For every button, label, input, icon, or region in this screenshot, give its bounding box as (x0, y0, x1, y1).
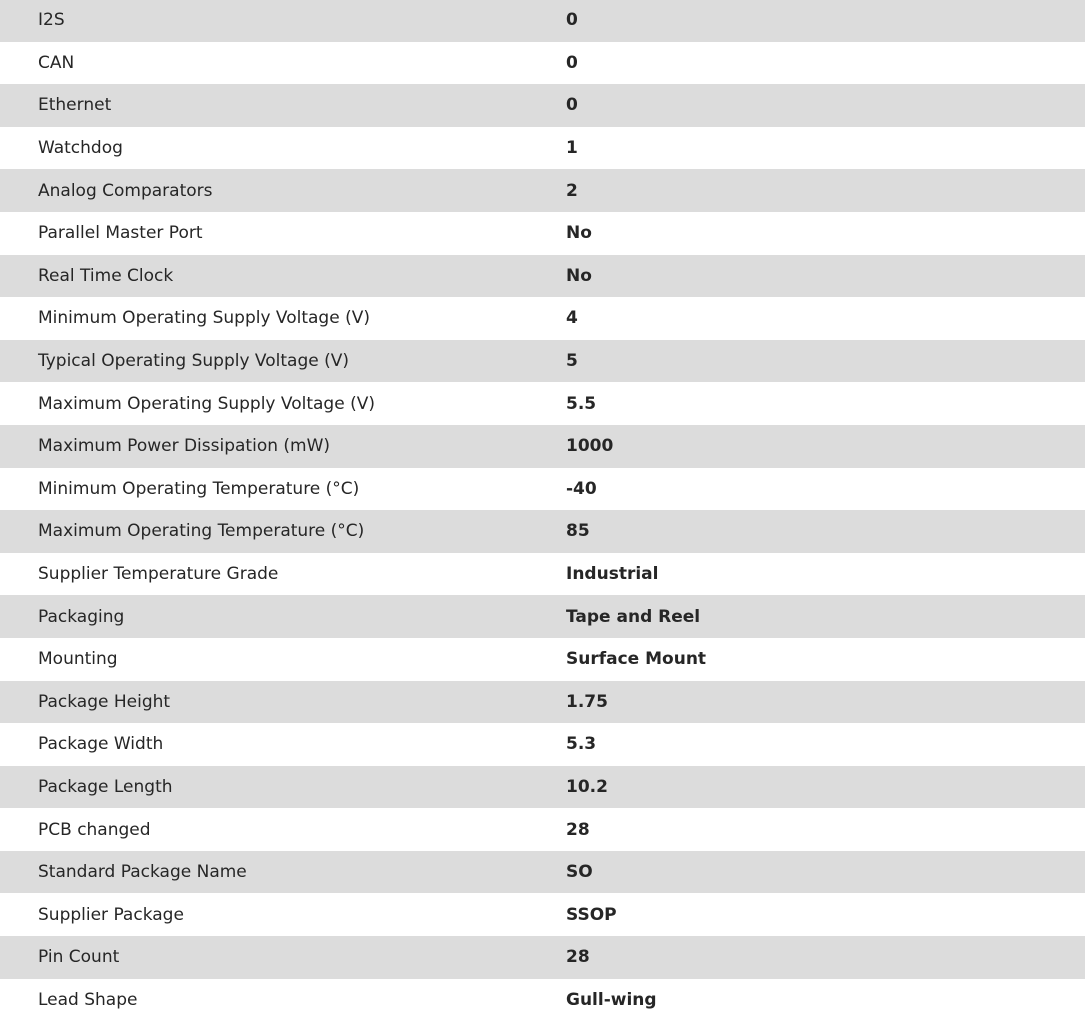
spec-row (0, 425, 1085, 468)
spec-row (0, 979, 1085, 1021)
spec-label: Package Length (38, 776, 173, 797)
spec-label: Standard Package Name (38, 862, 247, 883)
spec-row (0, 766, 1085, 809)
spec-label: Pin Count (38, 947, 120, 968)
spec-row (0, 553, 1085, 596)
spec-label: Minimum Operating Temperature (°C) (38, 478, 360, 499)
spec-label: CAN (38, 52, 75, 73)
spec-row (0, 0, 1085, 42)
spec-label: Watchdog (38, 138, 123, 159)
spec-value: 28 (566, 947, 590, 968)
spec-value: No (566, 265, 592, 286)
spec-value: 0 (566, 52, 578, 73)
spec-row (0, 638, 1085, 681)
spec-row (0, 297, 1085, 340)
spec-label: Mounting (38, 649, 118, 670)
spec-value: 1 (566, 138, 578, 159)
spec-label: Supplier Package (38, 904, 184, 925)
spec-row (0, 936, 1085, 979)
spec-row (0, 851, 1085, 894)
spec-label: Analog Comparators (38, 180, 213, 201)
spec-row (0, 382, 1085, 425)
spec-value: 10.2 (566, 776, 608, 797)
spec-label: Minimum Operating Supply Voltage (V) (38, 308, 370, 329)
spec-value: 85 (566, 521, 590, 542)
spec-value: No (566, 223, 592, 244)
spec-value: SSOP (566, 904, 617, 925)
spec-row (0, 893, 1085, 936)
spec-row (0, 723, 1085, 766)
spec-row (0, 42, 1085, 85)
spec-value: 0 (566, 10, 578, 31)
spec-value: 2 (566, 180, 578, 201)
spec-label: Ethernet (38, 95, 112, 116)
spec-label: I2S (38, 10, 65, 31)
spec-label: PCB changed (38, 819, 151, 840)
spec-row (0, 169, 1085, 212)
spec-value: 1000 (566, 436, 614, 457)
spec-value: Industrial (566, 564, 659, 585)
spec-value: SO (566, 862, 593, 883)
spec-label: Package Width (38, 734, 164, 755)
spec-value: 5.3 (566, 734, 597, 755)
spec-row (0, 595, 1085, 638)
spec-row (0, 255, 1085, 298)
spec-row (0, 340, 1085, 383)
spec-value: 5 (566, 351, 578, 372)
spec-label: Maximum Operating Temperature (°C) (38, 521, 365, 542)
spec-label: Parallel Master Port (38, 223, 203, 244)
spec-value: Surface Mount (566, 649, 707, 670)
spec-row (0, 510, 1085, 553)
spec-label: Packaging (38, 606, 125, 627)
spec-value: 4 (566, 308, 578, 329)
spec-row (0, 468, 1085, 511)
spec-label: Package Height (38, 691, 171, 712)
spec-row (0, 212, 1085, 255)
spec-value: 0 (566, 95, 578, 116)
spec-row (0, 127, 1085, 170)
spec-label: Lead Shape (38, 989, 138, 1010)
spec-label: Maximum Operating Supply Voltage (V) (38, 393, 375, 414)
spec-value: -40 (566, 478, 597, 499)
spec-label: Real Time Clock (38, 265, 174, 286)
spec-value: 5.5 (566, 393, 597, 414)
spec-value: Gull-wing (566, 989, 657, 1010)
spec-value: 1.75 (566, 691, 608, 712)
spec-label: Maximum Power Dissipation (mW) (38, 436, 331, 457)
spec-row (0, 681, 1085, 724)
spec-row (0, 808, 1085, 851)
spec-label: Typical Operating Supply Voltage (V) (38, 351, 349, 372)
spec-label: Supplier Temperature Grade (38, 564, 279, 585)
spec-row (0, 84, 1085, 127)
spec-value: 28 (566, 819, 590, 840)
spec-value: Tape and Reel (566, 606, 701, 627)
